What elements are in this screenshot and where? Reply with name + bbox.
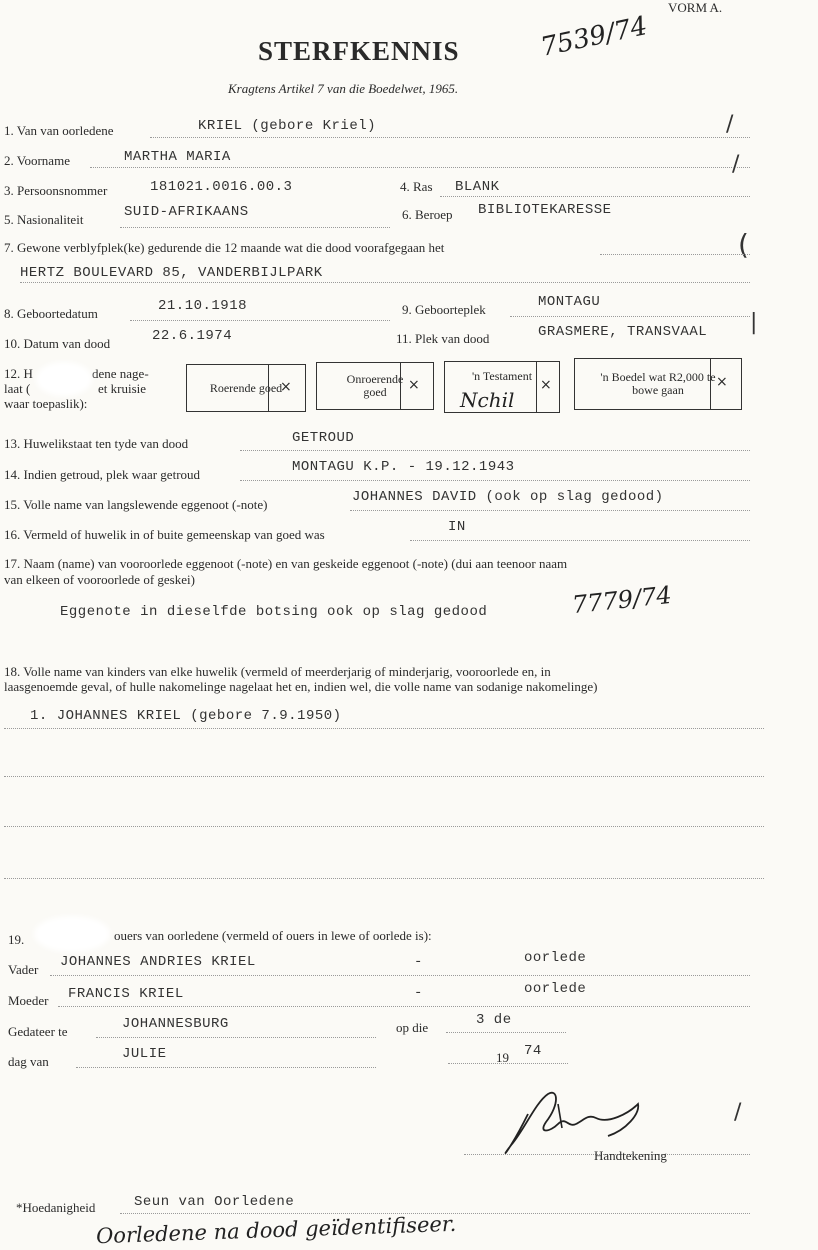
tick-mark: | xyxy=(750,310,758,335)
vader-value: JOHANNES ANDRIES KRIEL xyxy=(60,954,256,970)
handtekening-label: Handtekening xyxy=(594,1148,667,1163)
reference-number: 7539/74 xyxy=(538,11,650,63)
field-10-value: 22.6.1974 xyxy=(152,328,233,344)
form-label: VORM A. xyxy=(668,0,723,15)
field-9-value: MONTAGU xyxy=(538,294,601,310)
box-mark: × xyxy=(280,379,292,395)
field-3-value: 181021.0016.00.3 xyxy=(150,179,293,195)
redaction-blot xyxy=(36,362,92,396)
page-title: STERFKENNIS xyxy=(258,36,460,66)
year-value: 74 xyxy=(524,1043,542,1059)
field-6-label: 6. Beroep xyxy=(402,207,453,222)
field-1-value: KRIEL (gebore Kriel) xyxy=(198,118,377,134)
op-die-value: 3 de xyxy=(476,1012,512,1028)
field-13-value: GETROUD xyxy=(292,430,355,446)
vader-label: Vader xyxy=(8,962,39,977)
field-2-value: MARTHA MARIA xyxy=(124,149,231,165)
field-5-label: 5. Nasionaliteit xyxy=(4,212,84,227)
field-14-value: MONTAGU K.P. - 19.12.1943 xyxy=(292,459,515,475)
moeder-label: Moeder xyxy=(8,993,49,1008)
field-18-label: 18. Volle name van kinders van elke huwelik (vermeld of meerderjarig of minderjarig, vooroorlede en, in xyxy=(4,664,551,679)
handwritten-testament-note: Nchil xyxy=(460,388,515,412)
field-16-value: IN xyxy=(448,519,466,535)
field-4-label: 4. Ras xyxy=(400,179,433,194)
field-17-value: Eggenote in dieselfde botsing ook op slag gedood xyxy=(60,604,488,620)
field-3-label: 3. Persoonsnommer xyxy=(4,183,108,198)
dag-van-value: JULIE xyxy=(122,1046,167,1062)
field-15-value: JOHANNES DAVID (ook op slag gedood) xyxy=(352,489,664,505)
field-12-label: 12. H xyxy=(4,366,33,381)
tick-mark: / xyxy=(726,112,734,137)
field-9-label: 9. Geboorteplek xyxy=(402,302,486,317)
vader-status: oorlede xyxy=(524,950,587,966)
handwritten-note: Oorledene na dood geïdentifiseer. xyxy=(95,1211,457,1249)
checkbox-onroerende-goed: Onroerende goed xyxy=(316,362,434,410)
field-12-label: dene nage- xyxy=(92,366,149,381)
field-19-label: 19. xyxy=(8,932,25,947)
field-5-value: SUID-AFRIKAANS xyxy=(124,204,249,220)
box-mark: × xyxy=(540,377,552,393)
moeder-dash: - xyxy=(414,985,423,1001)
field-7-value: HERTZ BOULEVARD 85, VANDERBIJLPARK xyxy=(20,265,323,281)
box-mark: × xyxy=(716,374,728,390)
field-19-label: ouers van oorledene (vermeld of ouers in lewe of oorlede is): xyxy=(114,928,432,943)
field-6-value: BIBLIOTEKARESSE xyxy=(478,202,612,218)
field-18-value: 1. JOHANNES KRIEL (gebore 7.9.1950) xyxy=(30,708,342,724)
handwritten-ref: 7779/74 xyxy=(570,580,673,620)
field-4-value: BLANK xyxy=(455,179,500,195)
field-10-label: 10. Datum van dood xyxy=(4,336,111,351)
field-18-label: laasgenoemde geval, of hulle nakomelinge nagelaat het en, indien wel, die volle name van sodanige nakomelinge) xyxy=(4,679,598,694)
vader-dash: - xyxy=(414,954,423,970)
field-16-label: 16. Vermeld of huwelik in of buite gemeenskap van goed was xyxy=(4,527,325,542)
gedateer-value: JOHANNESBURG xyxy=(122,1016,229,1032)
page-subtitle: Kragtens Artikel 7 van die Boedelwet, 1965. xyxy=(228,81,459,96)
field-8-value: 21.10.1918 xyxy=(158,298,248,314)
tick-mark: / xyxy=(734,1100,742,1125)
checkbox-boedel: 'n Boedel wat R2,000 te bowe gaan xyxy=(574,358,742,410)
checkbox-roerende-goed: Roerende goed xyxy=(186,364,306,412)
op-die-label: op die xyxy=(396,1020,429,1035)
field-12-label: laat ( xyxy=(4,381,31,396)
field-12-label: waar toepaslik): xyxy=(4,396,88,411)
field-1-label: 1. Van van oorledene xyxy=(4,123,114,138)
hoedanigheid-value: Seun van Oorledene xyxy=(134,1194,295,1210)
year-prefix: 19 xyxy=(496,1050,509,1065)
tick-mark: ( xyxy=(738,228,749,261)
checkbox-testament: 'n Testament xyxy=(444,361,560,413)
field-15-label: 15. Volle name van langslewende eggenoot (-note) xyxy=(4,497,268,512)
field-2-label: 2. Voorname xyxy=(4,153,70,168)
field-11-label: 11. Plek van dood xyxy=(396,331,490,346)
field-12-label: et kruisie xyxy=(98,381,147,396)
dag-van-label: dag van xyxy=(8,1054,49,1069)
field-7-label: 7. Gewone verblyfplek(ke) gedurende die 12 maande wat die dood voorafgegaan het xyxy=(4,240,445,255)
moeder-status: oorlede xyxy=(524,981,587,997)
hoedanigheid-label: *Hoedanigheid xyxy=(16,1200,96,1215)
field-13-label: 13. Huwelikstaat ten tyde van dood xyxy=(4,436,189,451)
field-11-value: GRASMERE, TRANSVAAL xyxy=(538,324,708,340)
moeder-value: FRANCIS KRIEL xyxy=(68,986,184,1002)
tick-mark: / xyxy=(732,152,740,177)
field-8-label: 8. Geboortedatum xyxy=(4,306,98,321)
field-17-label: van elkeen of vooroorlede of geskei) xyxy=(4,572,195,587)
redaction-blot xyxy=(34,916,110,952)
gedateer-label: Gedateer te xyxy=(8,1024,68,1039)
field-14-label: 14. Indien getroud, plek waar getroud xyxy=(4,467,201,482)
box-mark: × xyxy=(408,377,420,393)
field-17-label: 17. Naam (name) van vooroorlede eggenoot (-note) en van geskeide eggenoot (-note) (dui aan teenoor naam xyxy=(4,556,568,571)
